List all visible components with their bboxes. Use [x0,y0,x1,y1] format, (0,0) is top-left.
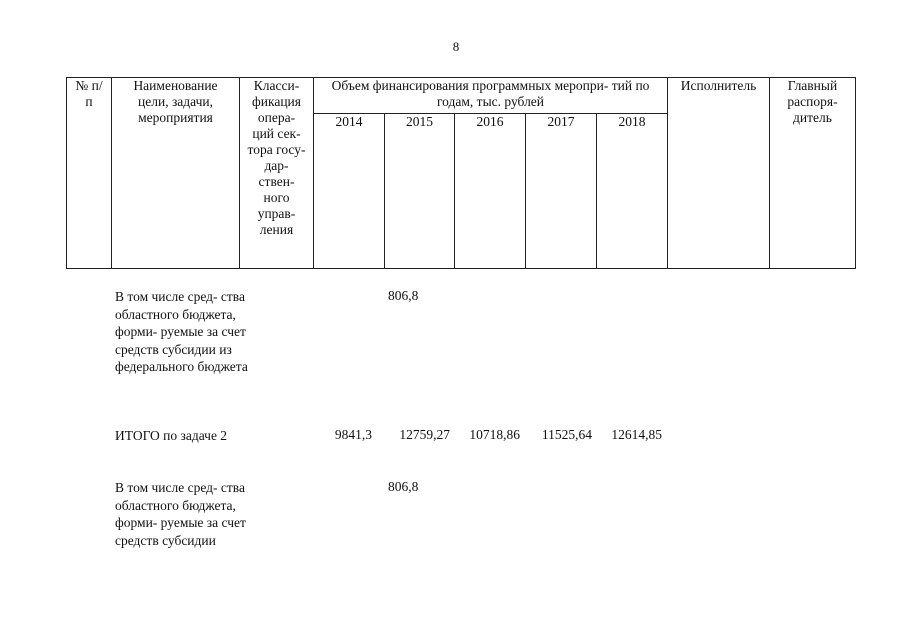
row-value-2015: 12759,27 [399,427,450,442]
header-year: 2016 [455,114,526,269]
header-year: 2014 [314,114,385,269]
header-num: № п/п [67,78,112,269]
row-value-2017: 11525,64 [541,427,592,442]
row-value-2014: 9841,3 [334,427,372,442]
header-classification: Класси- фикация опера- ций сек- тора госу- дар- ствен- ного управ- ления [240,78,314,269]
row-label-total: ИТОГО по задаче 2 [115,428,228,443]
page-number: 8 [452,39,460,54]
header-main-manager: Главный распоря- дитель [770,78,856,269]
row-value-2015: 806,8 [388,479,419,494]
row-value-2018: 12614,85 [611,427,662,442]
row-label: В том числе сред- ства областного бюджета, форми- руемые за счет средств субсидии из федерального бюджета [115,289,248,374]
header-name: Наименование цели, задачи, мероприятия [112,78,240,269]
row-value-2015: 806,8 [388,288,419,303]
row-value-2016: 10718,86 [469,427,520,442]
header-year: 2017 [526,114,597,269]
header-volume: Объем финансирования программных меропри- тий по годам, тыс. рублей [314,78,668,114]
header-year: 2015 [385,114,455,269]
header-executor: Исполнитель [668,78,770,269]
table-header [66,77,856,269]
row-label: В том числе сред- ства областного бюджета, форми- руемые за счет средств субсидии [115,480,246,548]
header-year: 2018 [597,114,668,269]
